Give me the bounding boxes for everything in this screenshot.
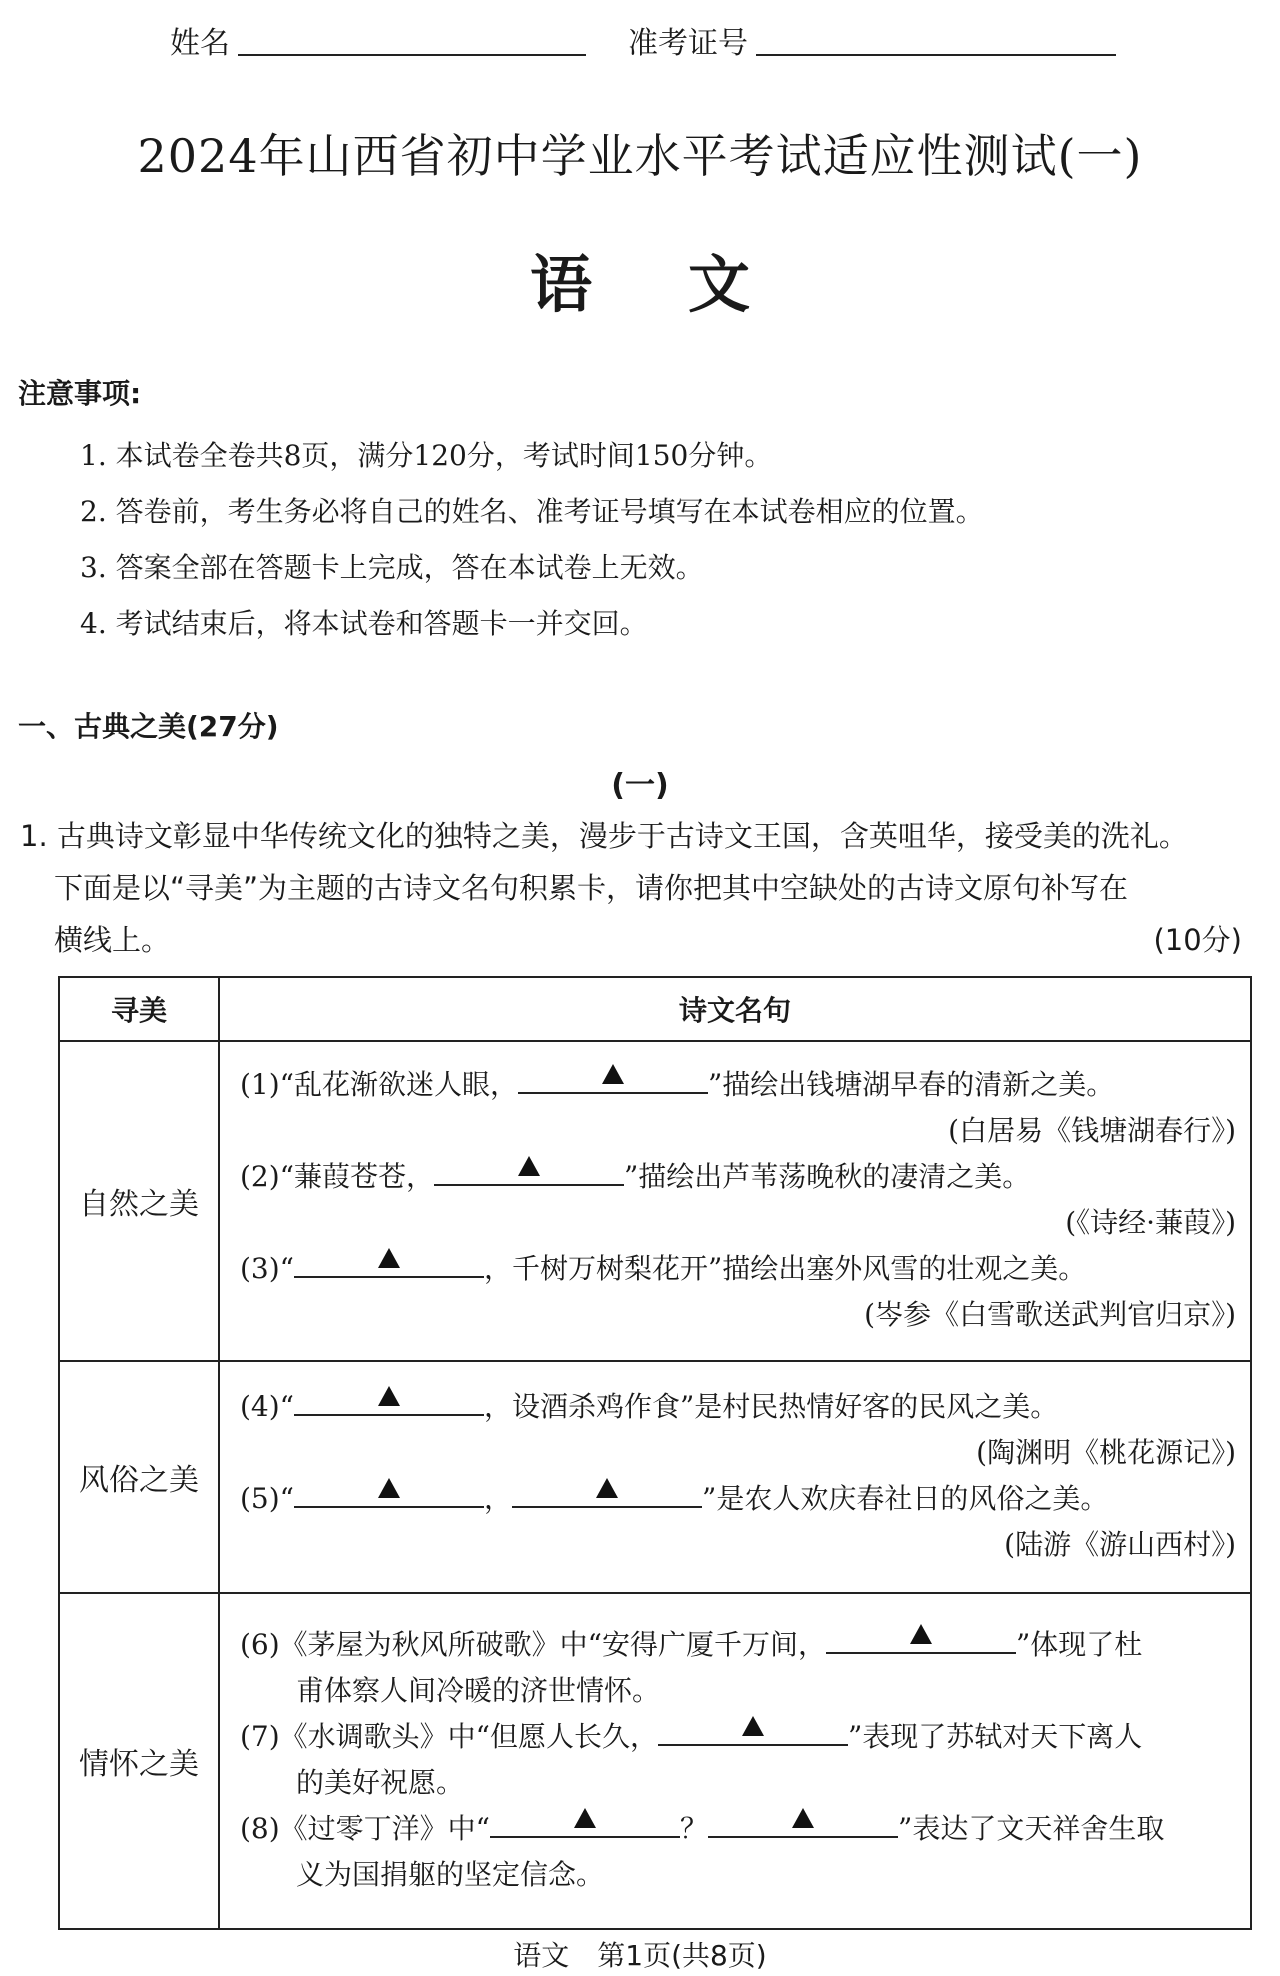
answer-blank[interactable] xyxy=(512,1476,702,1508)
item-continuation: 的美好祝愿。 xyxy=(296,1766,465,1799)
name-label: 姓名 xyxy=(170,26,230,61)
name-field[interactable] xyxy=(238,54,586,56)
category-label: 风俗之美 xyxy=(59,1361,219,1593)
column-header: 诗文名句 xyxy=(219,977,1251,1041)
note-item: 1. 本试卷全卷共8页，满分120分，考试时间150分钟。 xyxy=(80,439,773,472)
question-text: 1. 古典诗文彰显中华传统文化的独特之美，漫步于古诗文王国，含英咀华，接受美的洗礼。 xyxy=(20,819,1188,853)
list-item: (1)“乱花渐欲迷人眼， ”描绘出钱塘湖早春的清新之美。 xyxy=(240,1062,1236,1108)
notes-list xyxy=(80,428,984,652)
items-cell xyxy=(219,1593,1251,1929)
notes-heading: 注意事项: xyxy=(18,377,142,410)
items-cell xyxy=(219,1041,1251,1361)
exam-id-label: 准考证号 xyxy=(628,26,748,61)
note-item: 4. 考试结束后，将本试卷和答题卡一并交回。 xyxy=(80,607,648,640)
answer-blank[interactable] xyxy=(826,1622,1016,1654)
table-row xyxy=(59,1041,1251,1361)
exam-id-field[interactable] xyxy=(756,54,1116,56)
answer-blank[interactable] xyxy=(294,1476,484,1508)
triangle-icon xyxy=(910,1624,932,1644)
table-row xyxy=(59,1593,1251,1929)
answer-blank[interactable] xyxy=(658,1714,848,1746)
question-text: 横线上。 xyxy=(54,923,171,957)
question-1 xyxy=(20,810,1260,966)
triangle-icon xyxy=(574,1808,596,1828)
triangle-icon xyxy=(378,1248,400,1268)
triangle-icon xyxy=(602,1064,624,1084)
list-item: (8)《过零丁洋》中“ ？ ”表达了文天祥舍生取 xyxy=(240,1806,1236,1852)
answer-blank[interactable] xyxy=(490,1806,680,1838)
poetry-card-table xyxy=(58,976,1252,1930)
item-continuation: 甫体察人间冷暖的济世情怀。 xyxy=(296,1674,661,1707)
triangle-icon xyxy=(378,1478,400,1498)
list-item: (6)《茅屋为秋风所破歌》中“安得广厦千万间， ”体现了杜 xyxy=(240,1622,1236,1668)
source-label: (陆游《游山西村》) xyxy=(1004,1528,1236,1561)
source-label: (陶渊明《桃花源记》) xyxy=(976,1436,1236,1469)
category-label: 自然之美 xyxy=(59,1041,219,1361)
question-points: (10分) xyxy=(1153,923,1242,957)
section-heading: 一、古典之美(27分) xyxy=(18,710,279,743)
candidate-info-line xyxy=(160,12,1120,62)
answer-blank[interactable] xyxy=(518,1062,708,1094)
answer-blank[interactable] xyxy=(294,1246,484,1278)
triangle-icon xyxy=(518,1156,540,1176)
exam-title: 2024年山西省初中学业水平考试适应性测试(一) xyxy=(137,129,1143,183)
list-item: (5)“ ， ”是农人欢庆春社日的风俗之美。 xyxy=(240,1476,1236,1522)
page-footer: 语文 第1页(共8页) xyxy=(513,1939,767,1972)
part-label: (一) xyxy=(611,768,669,803)
source-label: (岑参《白雪歌送武判官归京》) xyxy=(864,1298,1236,1331)
category-label: 情怀之美 xyxy=(59,1593,219,1929)
item-continuation: 义为国捐躯的坚定信念。 xyxy=(296,1858,605,1891)
triangle-icon xyxy=(596,1478,618,1498)
list-item: (7)《水调歌头》中“但愿人长久， ”表现了苏轼对天下离人 xyxy=(240,1714,1236,1760)
answer-blank[interactable] xyxy=(294,1384,484,1416)
triangle-icon xyxy=(792,1808,814,1828)
list-item: (3)“ ，千树万树梨花开”描绘出塞外风雪的壮观之美。 xyxy=(240,1246,1236,1292)
triangle-icon xyxy=(742,1716,764,1736)
list-item: (4)“ ，设酒杀鸡作食”是村民热情好客的民风之美。 xyxy=(240,1384,1236,1430)
source-label: (《诗经·蒹葭》) xyxy=(1065,1206,1236,1239)
note-item: 2. 答卷前，考生务必将自己的姓名、准考证号填写在本试卷相应的位置。 xyxy=(80,495,984,528)
source-label: (白居易《钱塘湖春行》) xyxy=(948,1114,1236,1147)
triangle-icon xyxy=(378,1386,400,1406)
question-text: 下面是以“寻美”为主题的古诗文名句积累卡，请你把其中空缺处的古诗文原句补写在 xyxy=(54,871,1129,905)
subject-title: 语文 xyxy=(529,248,846,321)
note-item: 3. 答案全部在答题卡上完成，答在本试卷上无效。 xyxy=(80,551,704,584)
items-cell xyxy=(219,1361,1251,1593)
list-item: (2)“蒹葭苍苍， ”描绘出芦苇荡晚秋的凄清之美。 xyxy=(240,1154,1236,1200)
answer-blank[interactable] xyxy=(434,1154,624,1186)
table-row xyxy=(59,1361,1251,1593)
answer-blank[interactable] xyxy=(708,1806,898,1838)
column-header: 寻美 xyxy=(59,977,219,1041)
